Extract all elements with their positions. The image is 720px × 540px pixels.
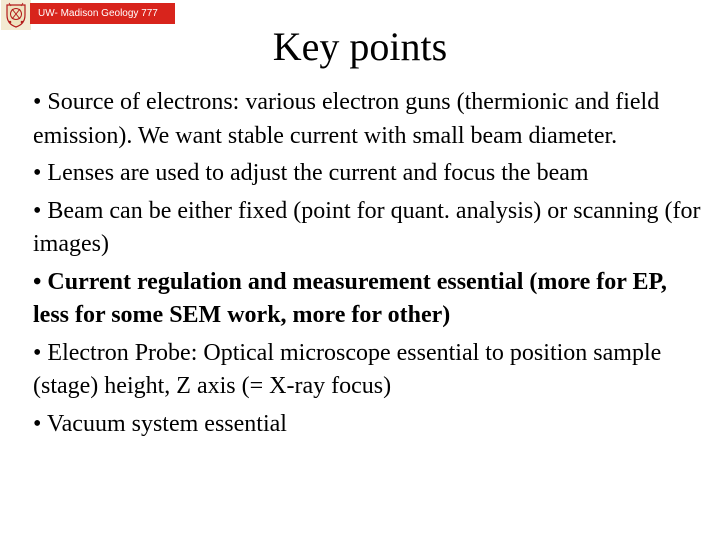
bullet-text: Beam can be either fixed (point for quant. analysis) or scanning (for images): [33, 197, 701, 257]
bullet-item-emphasized: [33, 266, 703, 333]
bullet-item: [33, 157, 703, 191]
bullet-text: Current regulation and measurement essential (more for EP, less for some SEM work, more for other): [33, 268, 667, 328]
bullet-text: Lenses are used to adjust the current and focus the beam: [47, 160, 589, 186]
bullet-symbol: •: [33, 339, 42, 366]
bullet-text: Electron Probe: Optical microscope essential to position sample (stage) height, Z axis (= X-ray focus): [33, 339, 662, 399]
bullet-item: [33, 337, 703, 404]
slide-title: Key points: [272, 24, 448, 69]
bullet-symbol: •: [33, 89, 42, 115]
course-banner: UW- Madison Geology 777: [30, 3, 175, 24]
bullet-item: [33, 195, 703, 262]
bullet-item: [33, 86, 703, 153]
bullet-symbol: •: [33, 410, 42, 437]
bullet-text: Source of electrons: various electron guns (thermionic and field emission). We want stable current with small beam diameter.: [33, 89, 660, 149]
bullet-symbol: •: [33, 160, 42, 186]
bullet-text: Vacuum system essential: [46, 410, 287, 437]
bullet-symbol: •: [33, 268, 42, 295]
bullet-symbol: •: [33, 197, 42, 224]
bullet-list: [33, 86, 703, 445]
bullet-item: [33, 408, 703, 442]
